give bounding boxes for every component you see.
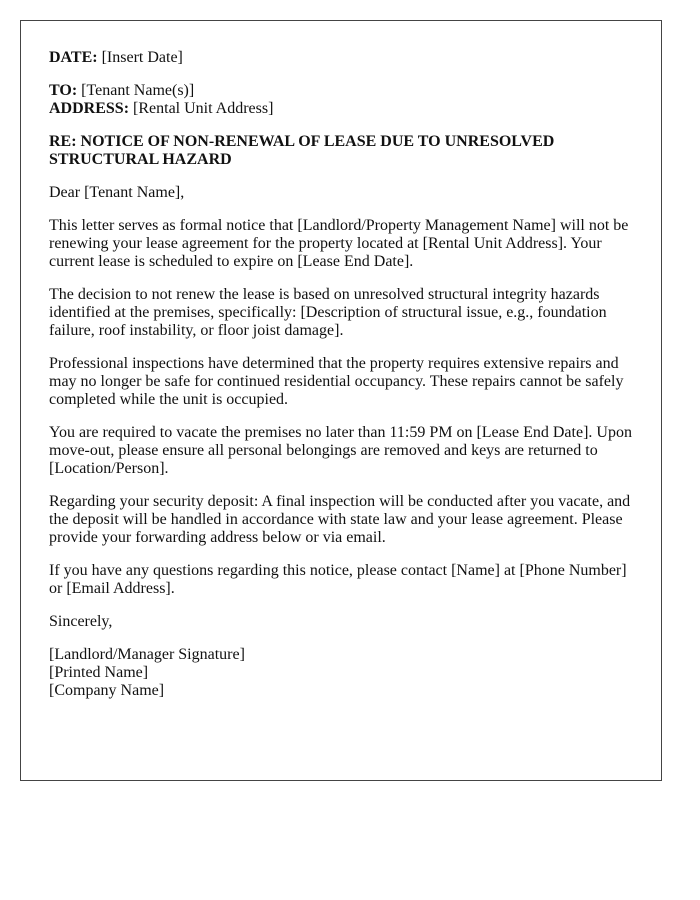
date-line bbox=[49, 49, 634, 67]
body-paragraph-6: If you have any questions regarding this notice, please contact [Name] at [Phone Number] or [Email Address]. bbox=[49, 562, 627, 597]
address-label: ADDRESS: bbox=[49, 100, 130, 117]
to-label: TO: bbox=[49, 82, 78, 99]
body-paragraph-1: This letter serves as formal notice that [Landlord/Property Management Name] will not be renewing your lease agreement for the property located at [Rental Unit Address]. Your current lease is scheduled to expire on [Lease End Date]. bbox=[49, 217, 629, 270]
address-value: [Rental Unit Address] bbox=[133, 100, 274, 117]
closing: Sincerely, bbox=[49, 613, 113, 630]
subject-line: RE: NOTICE OF NON-RENEWAL OF LEASE DUE TO UNRESOLVED STRUCTURAL HAZARD bbox=[49, 133, 555, 168]
date-label: DATE: bbox=[49, 49, 98, 66]
letter-document bbox=[20, 20, 662, 781]
body-paragraph-2: The decision to not renew the lease is based on unresolved structural integrity hazards identified at the premises, specifically: [Description of structural issue, e.g., foundation failure, roof instability, or floor joist damage]. bbox=[49, 286, 607, 339]
to-value: [Tenant Name(s)] bbox=[81, 82, 195, 99]
salutation: Dear [Tenant Name], bbox=[49, 184, 185, 201]
body-paragraph-3: Professional inspections have determined that the property requires extensive repairs and may no longer be safe for continued residential occupancy. These repairs cannot be safely completed while the unit is occupied. bbox=[49, 355, 624, 408]
date-value: [Insert Date] bbox=[101, 49, 183, 66]
printed-name: [Printed Name] bbox=[49, 664, 149, 681]
signature-line: [Landlord/Manager Signature] bbox=[49, 646, 245, 663]
signature-block bbox=[49, 646, 634, 700]
body-paragraph-4: You are required to vacate the premises no later than 11:59 PM on [Lease End Date]. Upon move-out, please ensure all personal belongings are removed and keys are returned to [Location/Person]. bbox=[49, 424, 632, 477]
recipient-block bbox=[49, 82, 634, 118]
body-paragraph-5: Regarding your security deposit: A final inspection will be conducted after you vacate, and the deposit will be handled in accordance with state law and your lease agreement. Please provide your forwarding address below or via email. bbox=[49, 493, 631, 546]
company-name: [Company Name] bbox=[49, 682, 165, 699]
